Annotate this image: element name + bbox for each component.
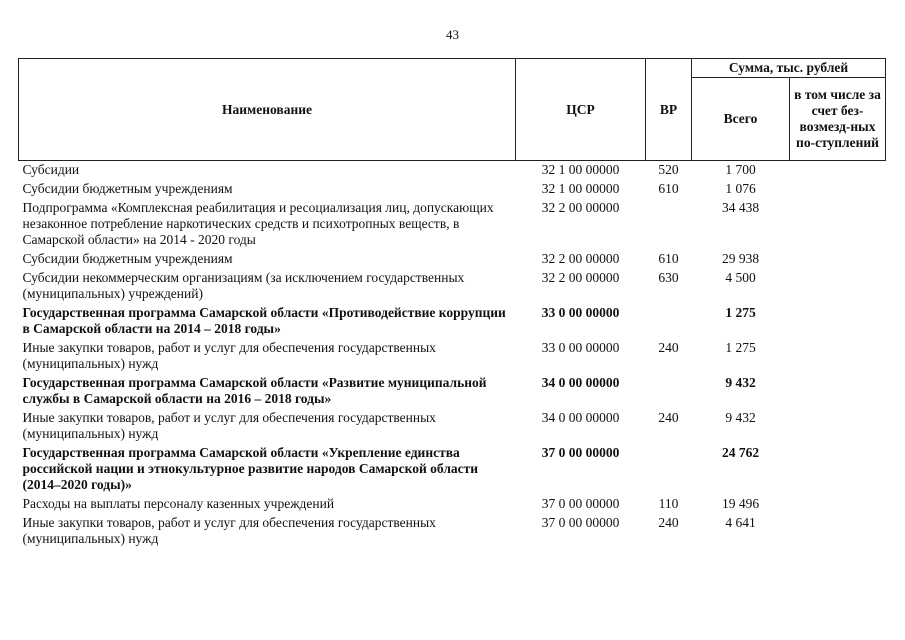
row-total: 9 432 <box>725 375 756 390</box>
row-vr: 240 <box>658 515 679 530</box>
row-total: 34 438 <box>721 200 760 215</box>
row-name: Иные закупки товаров, работ и услуг для обеспечения государственных (муниципальных) нужд <box>22 515 436 546</box>
row-name: Подпрограмма «Комплексная реабилитация и ресоциализация лиц, допускающих незаконное потребление наркотических средств и психотропных веществ, в Самарской области» на 2014 - 2020 годы <box>22 200 494 247</box>
row-free <box>790 444 886 495</box>
table-row <box>19 495 886 514</box>
budget-table <box>18 58 886 549</box>
row-total: 29 938 <box>721 251 760 266</box>
row-csr: 32 2 00 00000 <box>541 200 620 215</box>
row-free <box>790 250 886 269</box>
header-vr: ВР <box>646 59 692 161</box>
row-csr: 32 1 00 00000 <box>541 181 620 196</box>
row-total: 19 496 <box>721 496 760 511</box>
row-name: Расходы на выплаты персоналу казенных учреждений <box>22 496 335 511</box>
row-total: 1 275 <box>725 340 756 355</box>
row-csr: 32 1 00 00000 <box>541 162 620 177</box>
row-name: Иные закупки товаров, работ и услуг для обеспечения государственных (муниципальных) нужд <box>22 410 436 441</box>
row-total: 1 076 <box>725 181 756 196</box>
table-body <box>19 161 886 550</box>
row-name: Государственная программа Самарской области «Развитие муниципальной службы в Самарской области на 2016 – 2018 годы» <box>22 375 487 406</box>
row-free <box>790 514 886 549</box>
row-vr: 240 <box>658 410 679 425</box>
row-vr <box>646 304 692 339</box>
row-free <box>790 495 886 514</box>
table-row <box>19 409 886 444</box>
table-row <box>19 374 886 409</box>
row-csr: 37 0 00 00000 <box>541 445 620 460</box>
row-total: 4 641 <box>725 515 756 530</box>
page-number: 43 <box>446 27 459 42</box>
row-total: 1 700 <box>725 162 756 177</box>
row-total: 1 275 <box>725 305 756 320</box>
row-vr <box>646 444 692 495</box>
row-total: 4 500 <box>725 270 756 285</box>
row-csr: 32 2 00 00000 <box>541 251 620 266</box>
row-name: Субсидии бюджетным учреждениям <box>22 251 233 266</box>
header-total: Всего <box>692 78 790 161</box>
row-csr: 37 0 00 00000 <box>541 515 620 530</box>
table-row <box>19 304 886 339</box>
row-name: Субсидии некоммерческим организациям (за исключением государственных (муниципальных) учреждений) <box>22 270 465 301</box>
row-name: Субсидии <box>22 162 80 177</box>
row-free <box>790 339 886 374</box>
header-csr: ЦСР <box>516 59 646 161</box>
row-csr: 37 0 00 00000 <box>541 496 620 511</box>
header-name: Наименование <box>19 59 516 161</box>
row-vr: 110 <box>658 496 679 511</box>
row-free <box>790 374 886 409</box>
row-vr: 610 <box>658 251 679 266</box>
row-name: Государственная программа Самарской области «Укрепление единства российской нации и этнокультурное развитие народов Самарской области (2014–2020 годы)» <box>22 445 479 492</box>
header-sum: Сумма, тыс. рублей <box>692 59 886 78</box>
row-name: Государственная программа Самарской области «Противодействие коррупции в Самарской области на 2014 – 2018 годы» <box>22 305 506 336</box>
table-row <box>19 444 886 495</box>
row-free <box>790 180 886 199</box>
table-row <box>19 250 886 269</box>
table-row <box>19 269 886 304</box>
header-free: в том числе за счет без-возмезд-ных по-ступлений <box>790 78 886 161</box>
table-row <box>19 161 886 181</box>
table-row <box>19 199 886 250</box>
row-csr: 34 0 00 00000 <box>541 375 620 390</box>
row-name: Иные закупки товаров, работ и услуг для обеспечения государственных (муниципальных) нужд <box>22 340 436 371</box>
row-csr: 33 0 00 00000 <box>541 305 620 320</box>
table-header <box>19 59 886 161</box>
row-free <box>790 304 886 339</box>
row-free <box>790 161 886 181</box>
row-vr <box>646 199 692 250</box>
row-free <box>790 199 886 250</box>
row-vr: 240 <box>658 340 679 355</box>
row-vr: 630 <box>658 270 679 285</box>
row-total: 9 432 <box>725 410 756 425</box>
row-csr: 33 0 00 00000 <box>541 340 620 355</box>
table-row <box>19 514 886 549</box>
row-csr: 32 2 00 00000 <box>541 270 620 285</box>
row-free <box>790 269 886 304</box>
row-vr <box>646 374 692 409</box>
row-name: Субсидии бюджетным учреждениям <box>22 181 233 196</box>
row-free <box>790 409 886 444</box>
row-csr: 34 0 00 00000 <box>541 410 620 425</box>
row-total: 24 762 <box>721 445 760 460</box>
table-row <box>19 339 886 374</box>
row-vr: 520 <box>658 162 679 177</box>
table-row <box>19 180 886 199</box>
row-vr: 610 <box>658 181 679 196</box>
